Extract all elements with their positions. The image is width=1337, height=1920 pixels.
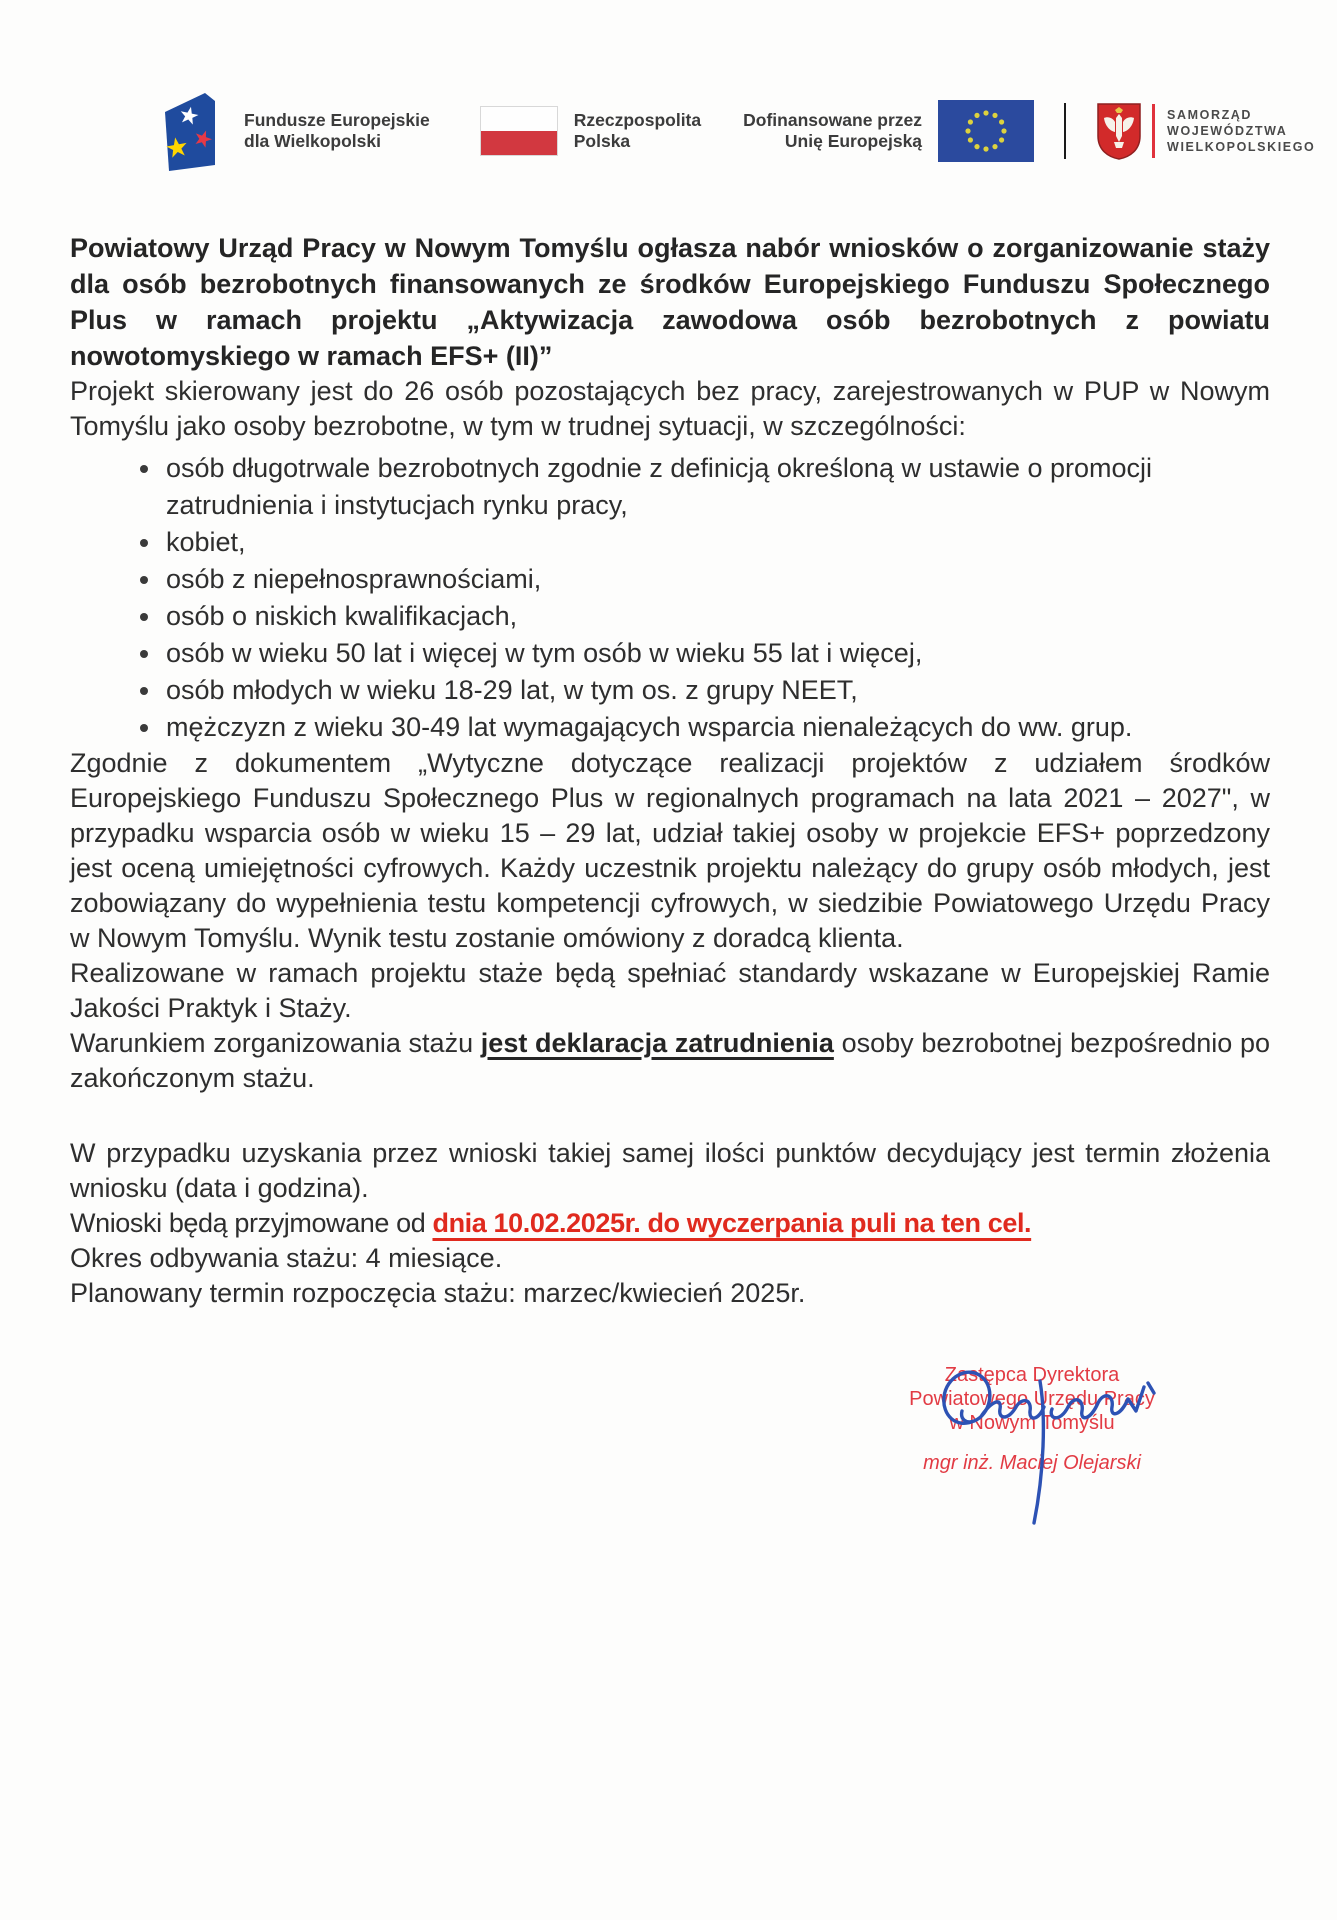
poland-logo	[430, 106, 701, 156]
tiebreak-paragraph: W przypadku uzyskania przez wnioski takiej samej ilości punktów decydujący jest termin złożenia wniosku (data i godzina).	[70, 1138, 1270, 1203]
applications-line	[70, 1206, 1270, 1241]
stamp-title-line2: Powiatowego Urzędu Pracy	[909, 1388, 1155, 1410]
poland-label-line2: Polska	[573, 131, 631, 151]
eu-funds-label-line2: dla Wielkopolski	[244, 131, 381, 151]
condition-paragraph	[70, 1026, 1270, 1096]
target-groups-list	[70, 450, 1270, 746]
eu-funds-flag-icon	[150, 90, 228, 172]
list-item: kobiet,	[166, 524, 1270, 561]
intro-paragraph: Projekt skierowany jest do 26 osób pozostających bez pracy, zarejestrowanych w PUP w Nowym Tomyślu jako osoby bezrobotne, w tym w trudnej sytuacji, w szczególności:	[70, 376, 1270, 441]
eu-cofunded-label-line2: Unię Europejską	[784, 131, 923, 151]
eu-flag-icon	[938, 100, 1034, 162]
applications-deadline: dnia 10.02.2025r. do wyczerpania puli na ten cel.	[432, 1208, 1032, 1238]
guidelines-paragraph: Zgodnie z dokumentem „Wytyczne dotyczące realizacji projektów z udziałem środków Europejskiego Funduszu Społecznego Plus w regionalnych programach na lata 2021 – 2027", w przypadku wsparcia osób w wieku 15 – 29 lat, udział takiej osoby w projekcie EFS+ poprzedzony jest oceną umiejętności cyfrowych. Każdy uczestnik projektu należący do grupy osób młodych, jest zobowiązany do wypełnienia testu kompetencji cyfrowych, w siedzibie Powiatowego Urzędu Pracy w Nowym Tomyślu. Wynik testu zostanie omówiony z doradcą klienta.	[70, 748, 1270, 953]
eu-cofunded-label	[743, 110, 922, 152]
condition-prefix: Warunkiem zorganizowania stażu	[70, 1028, 481, 1058]
list-item: osób o niskich kwalifikacjach,	[166, 598, 1270, 635]
logo-strip	[0, 0, 1337, 174]
poland-label-line1: Rzeczpospolita	[573, 110, 702, 130]
condition-highlight: jest deklaracja zatrudnienia	[480, 1028, 834, 1058]
header-divider	[1064, 103, 1066, 159]
tiebreak-block	[70, 1136, 1270, 1241]
standards-paragraph: Realizowane w ramach projektu staże będą spełniać standardy wskazane w Europejskiej Ramie Jakości Praktyk i Staży.	[70, 958, 1270, 1023]
eu-cofunded-logo	[701, 100, 1034, 162]
condition-suffix: osoby bezrobotnej bezpośrednio po zakończonym stażu.	[70, 1028, 1270, 1093]
start-date-line: Planowany termin rozpoczęcia stażu: marzec/kwiecień 2025r.	[70, 1278, 806, 1308]
eu-funds-logo	[150, 90, 430, 172]
stamp-title-line3: w Nowym Tomyślu	[949, 1412, 1115, 1434]
announcement-title: Powiatowy Urząd Pracy w Nowym Tomyślu ogłasza nabór wniosków o zorganizowanie staży dla osób bezrobotnych finansowanych ze środków Europejskiego Funduszu Społecznego Plus w ramach projektu „Aktywizacja zawodowa osób bezrobotnych z powiatu nowotomyskiego w ramach EFS+ (II)”	[70, 233, 1270, 371]
list-item: osób z niepełnosprawnościami,	[166, 561, 1270, 598]
signature-block	[882, 1363, 1182, 1475]
applications-prefix: Wnioski będą przyjmowane od	[70, 1208, 433, 1238]
samorzad-label-line2: WOJEWÓDZTWA	[1167, 124, 1288, 138]
samorzad-label-line3: WIELKOPOLSKIEGO	[1167, 140, 1316, 154]
stamp-title-line1: Zastępca Dyrektora	[944, 1364, 1120, 1386]
duration-line: Okres odbywania stażu: 4 miesiące.	[70, 1243, 503, 1273]
document-body	[0, 230, 1337, 1475]
poland-label	[574, 110, 701, 152]
list-item: osób długotrwale bezrobotnych zgodnie z definicją określoną w ustawie o promocji zatrudnienia i instytucjach rynku pracy,	[166, 450, 1270, 524]
list-item: osób w wieku 50 lat i więcej w tym osób w wieku 55 lat i więcej,	[166, 635, 1270, 672]
samorzad-label-line1: SAMORZĄD	[1167, 108, 1253, 122]
wielkopolska-crest-icon	[1096, 102, 1142, 160]
crest-red-bar	[1152, 104, 1155, 158]
list-item: mężczyzn z wieku 30-49 lat wymagających wsparcia nienależących do ww. grup.	[166, 709, 1270, 746]
samorzad-label	[1167, 107, 1315, 155]
samorzad-logo	[1096, 102, 1315, 160]
stamp-name: mgr inż. Maciej Olejarski	[923, 1452, 1141, 1474]
eu-funds-label	[244, 110, 430, 152]
eu-cofunded-label-line1: Dofinansowane przez	[743, 110, 923, 130]
poland-flag-icon	[480, 106, 558, 156]
eu-funds-label-line1: Fundusze Europejskie	[244, 110, 430, 130]
list-item: osób młodych w wieku 18-29 lat, w tym os. z grupy NEET,	[166, 672, 1270, 709]
